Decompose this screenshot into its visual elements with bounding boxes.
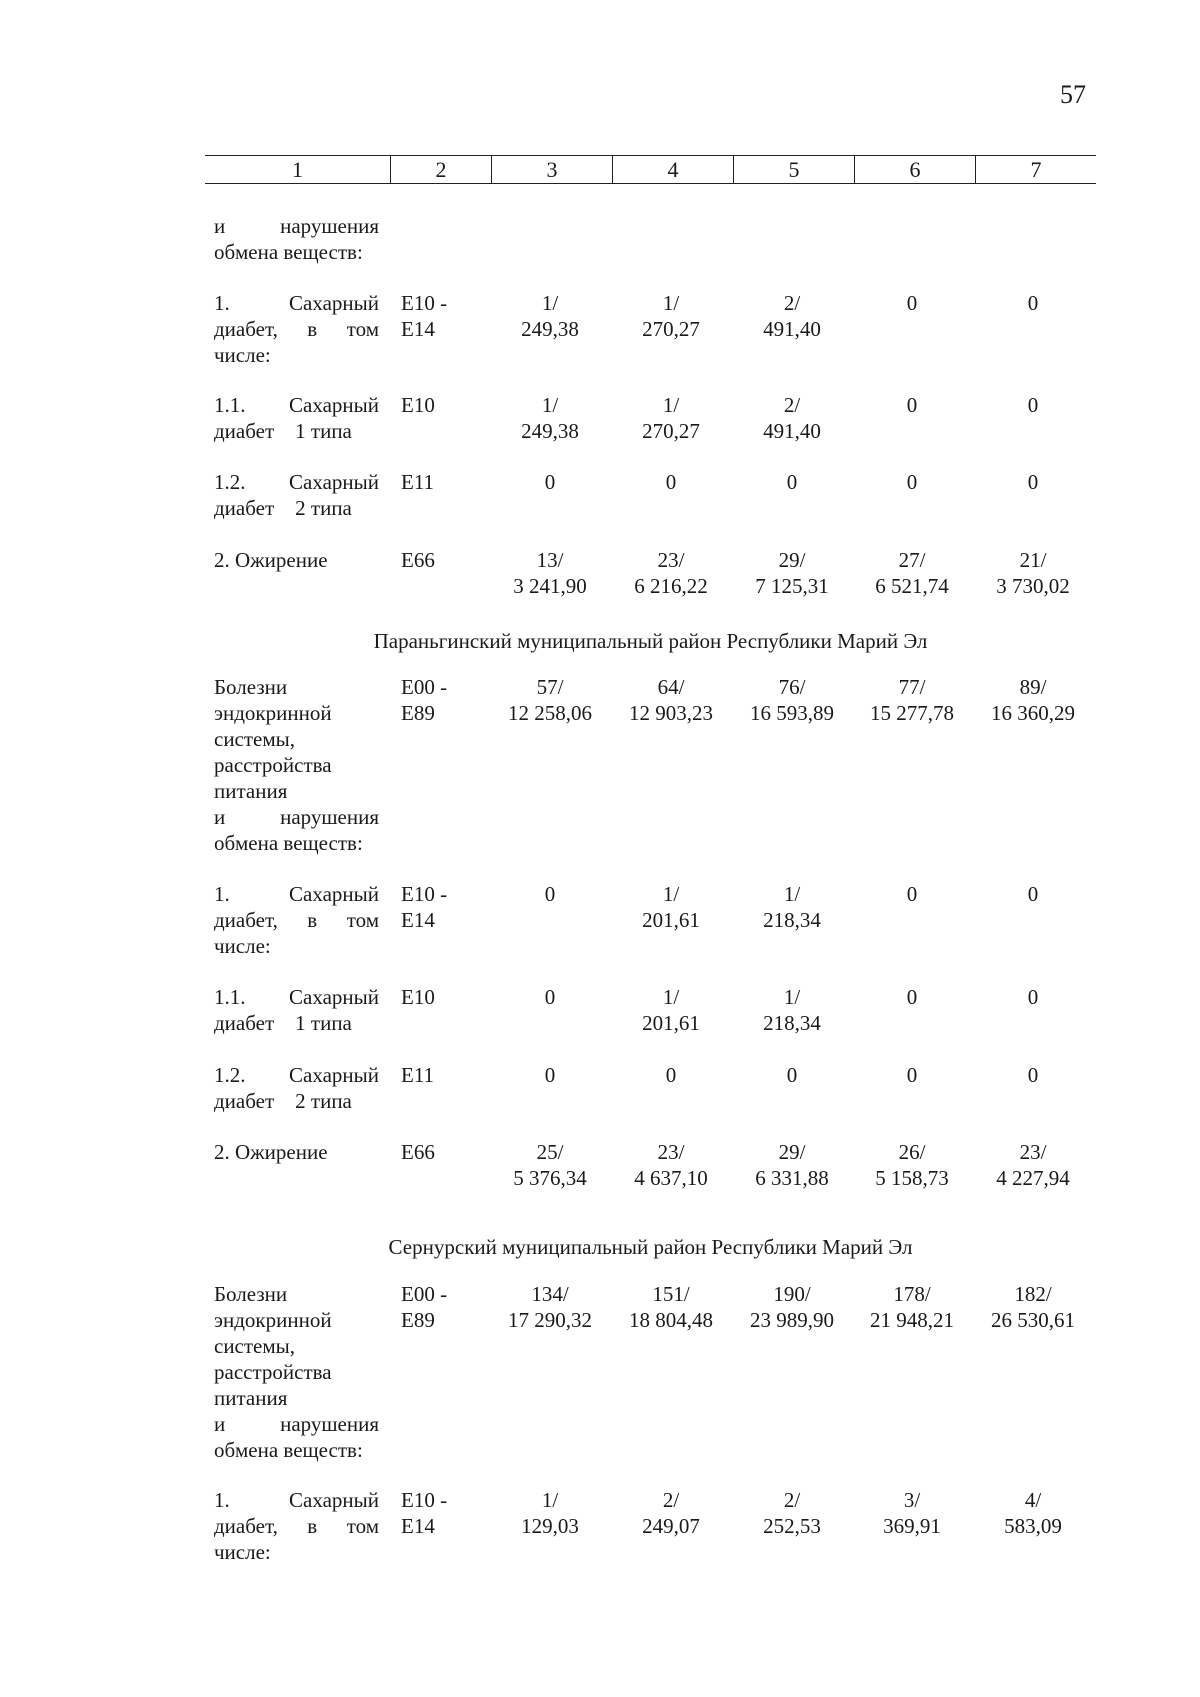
value-col-5: 2/ 491,40 [763,393,821,443]
icd-code: E11 [401,470,435,494]
value-col-3: 1/ 129,03 [521,1488,579,1538]
word: Сахарный [289,470,379,494]
word: нарушения [280,1412,379,1436]
word: 1.1. [214,393,246,417]
value-col-4: 1/ 201,61 [642,985,700,1035]
value-col-4: 23/ 6 216,22 [634,548,708,598]
value-col-3: 0 [544,985,556,1009]
word: диабет, [214,908,278,932]
word: в [307,908,318,932]
word: 1. [214,882,230,906]
value-col-3: 1/ 249,38 [521,291,579,341]
value-col-6: 178/ 21 948,21 [870,1282,954,1332]
value-col-4: 0 [665,1063,677,1087]
icd-code: E66 [401,548,435,572]
word: нарушения [280,214,379,238]
header-col-7: 7 [975,156,1096,183]
header-col-5: 5 [733,156,854,183]
value-col-7: 0 [1027,985,1039,1009]
value-col-3: 0 [544,470,556,494]
value-col-3: 0 [544,882,556,906]
value-col-4: 64/ 12 903,23 [629,675,713,725]
icd-code: E11 [401,1063,435,1087]
word: 1.1. [214,985,246,1009]
value-col-5: 1/ 218,34 [763,985,821,1035]
value-col-7: 0 [1027,882,1039,906]
header-col-6: 6 [854,156,975,183]
page-number: 57 [1060,80,1086,109]
word: том [346,1514,379,1538]
value-col-5: 0 [786,470,798,494]
row-description: 1. Сахарный диабет, в том числе: [214,882,379,958]
icd-code: E10 - E14 [401,1488,448,1538]
value-col-5: 2/ 252,53 [763,1488,821,1538]
value-col-7: 0 [1027,1063,1039,1087]
value-col-7: 0 [1027,291,1039,315]
word: Сахарный [289,1488,379,1512]
word: диабет, [214,317,278,341]
header-col-2: 2 [390,156,491,183]
row-description: 1. Сахарный диабет, в том числе: [214,1488,379,1564]
value-col-5: 29/ 7 125,31 [755,548,829,598]
word: Сахарный [289,882,379,906]
icd-code: E10 - E14 [401,882,448,932]
value-col-6: 0 [906,882,918,906]
word: и [214,1412,226,1436]
header-col-4: 4 [612,156,733,183]
row-description: 1. Сахарный диабет, в том числе: [214,291,379,367]
word: и [214,805,226,829]
value-col-4: 1/ 270,27 [642,393,700,443]
value-col-6: 26/ 5 158,73 [875,1140,949,1190]
icd-code: E00 - E89 [401,675,448,725]
row-description: 2. Ожирение [214,548,328,572]
value-col-5: 2/ 491,40 [763,291,821,341]
row-description: 1.1. Сахарный диабет 1 типа [214,393,379,443]
value-col-3: 13/ 3 241,90 [513,548,587,598]
value-col-6: 0 [906,985,918,1009]
value-col-6: 0 [906,393,918,417]
row-description: Болезни эндокринной системы, расстройства питания и нарушения обмена веществ: [214,675,379,855]
word: Сахарный [289,1063,379,1087]
value-col-6: 0 [906,470,918,494]
word: в [307,1514,318,1538]
value-col-7: 23/ 4 227,94 [996,1140,1070,1190]
word: 1.2. [214,470,246,494]
icd-code: E10 - E14 [401,291,448,341]
row-description: 2. Ожирение [214,1140,328,1164]
word: 1. [214,291,230,315]
word: Сахарный [289,291,379,315]
word: 1. [214,1488,230,1512]
value-col-3: 25/ 5 376,34 [513,1140,587,1190]
value-col-6: 3/ 369,91 [883,1488,941,1538]
value-col-6: 0 [906,1063,918,1087]
row-description: 1.1. Сахарный диабет 1 типа [214,985,379,1035]
word: Сахарный [289,985,379,1009]
column-number-header [205,155,1096,184]
value-col-6: 77/ 15 277,78 [870,675,954,725]
value-col-4: 2/ 249,07 [642,1488,700,1538]
value-col-7: 182/ 26 530,61 [991,1282,1075,1332]
value-col-7: 0 [1027,470,1039,494]
value-col-5: 29/ 6 331,88 [755,1140,829,1190]
row-description: и нарушения обмена веществ: [214,214,379,264]
word: в [307,317,318,341]
value-col-7: 89/ 16 360,29 [991,675,1075,725]
value-col-6: 0 [906,291,918,315]
header-col-1: 1 [292,157,303,182]
value-col-3: 134/ 17 290,32 [508,1282,592,1332]
value-col-7: 21/ 3 730,02 [996,548,1070,598]
value-col-4: 1/ 201,61 [642,882,700,932]
icd-code: E00 - E89 [401,1282,448,1332]
word: том [346,908,379,932]
header-col-3: 3 [491,156,612,183]
value-col-3: 57/ 12 258,06 [508,675,592,725]
value-col-6: 27/ 6 521,74 [875,548,949,598]
value-col-5: 76/ 16 593,89 [750,675,834,725]
value-col-5: 1/ 218,34 [763,882,821,932]
value-col-4: 0 [665,470,677,494]
icd-code: E10 [401,393,435,417]
value-col-3: 0 [544,1063,556,1087]
section-title-paranginsky: Параньгинский муниципальный район Республики Марий Эл [373,629,928,653]
value-col-4: 151/ 18 804,48 [629,1282,713,1332]
icd-code: E10 [401,985,435,1009]
word: и [214,214,226,238]
value-col-4: 1/ 270,27 [642,291,700,341]
word: том [346,317,379,341]
value-col-7: 0 [1027,393,1039,417]
value-col-3: 1/ 249,38 [521,393,579,443]
icd-code: E66 [401,1140,435,1164]
value-col-7: 4/ 583,09 [1004,1488,1062,1538]
word: Сахарный [289,393,379,417]
word: нарушения [280,805,379,829]
word: диабет, [214,1514,278,1538]
value-col-5: 190/ 23 989,90 [750,1282,834,1332]
row-description: Болезни эндокринной системы, расстройства питания и нарушения обмена веществ: [214,1282,379,1462]
row-description: 1.2. Сахарный диабет 2 типа [214,1063,379,1113]
section-title-sernursky: Сернурский муниципальный район Республики Марий Эл [388,1235,913,1259]
value-col-5: 0 [786,1063,798,1087]
value-col-4: 23/ 4 637,10 [634,1140,708,1190]
row-description: 1.2. Сахарный диабет 2 типа [214,470,379,520]
word: 1.2. [214,1063,246,1087]
